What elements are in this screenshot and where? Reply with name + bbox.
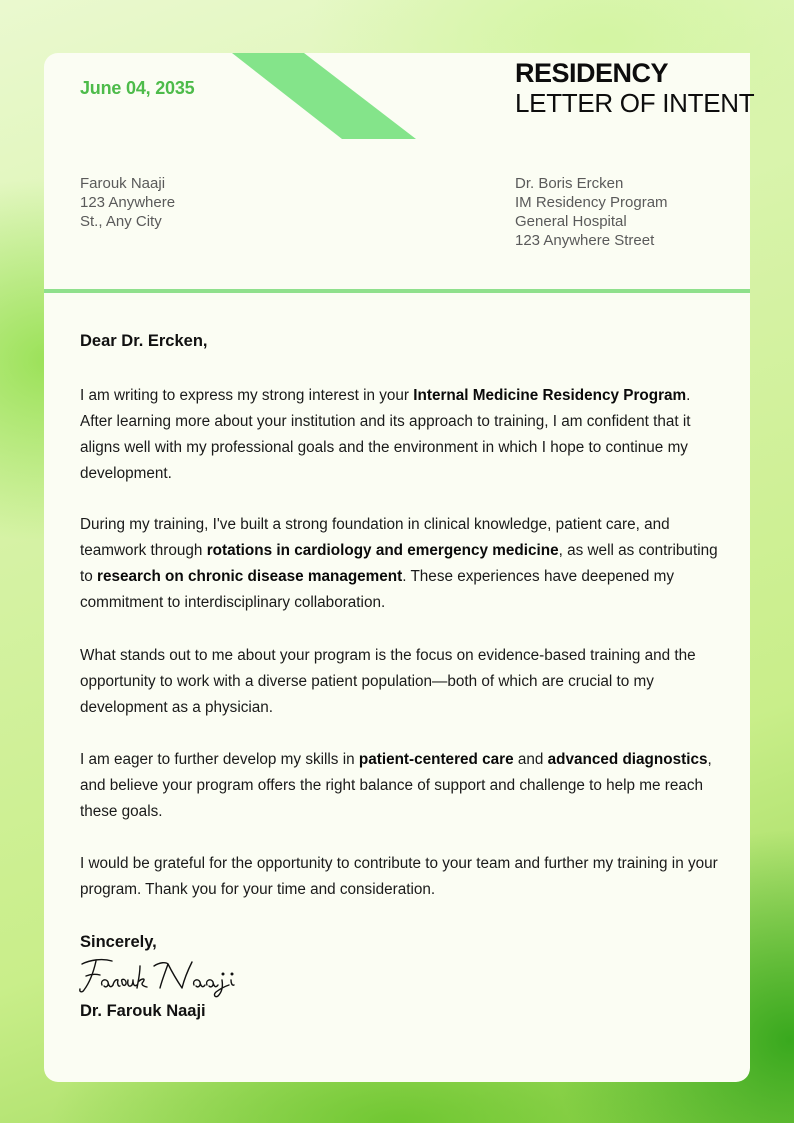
recipient-line: General Hospital	[515, 213, 627, 230]
sender-line: 123 Anywhere	[80, 194, 176, 211]
recipient-line: IM Residency Program	[515, 194, 668, 211]
paragraph-4: I am eager to further develop my skills in patient-centered care and advanced diagnostics, and believe your program offers the right balance of support and challenge to help me reach these goals.	[80, 751, 712, 820]
green-slant-decoration	[232, 53, 422, 139]
paragraph-2: During my training, I've built a strong foundation in clinical knowledge, patient care, and teamwork through rotations in cardiology and emergency medicine, as well as contributing to research on chronic disease management. These experiences have deepened my commitment to interdisciplinary collaboration.	[80, 516, 718, 611]
paragraph-5: I would be grateful for the opportunity to contribute to your team and further my training in your program. Thank you for your time and consideration.	[80, 855, 718, 898]
sender-line: St., Any City	[80, 213, 162, 230]
paragraph-3: What stands out to me about your program is the focus on evidence-based training and the opportunity to work with a diverse patient population—both of which are crucial to my development as a physician.	[80, 647, 696, 716]
letter-date: June 04, 2035	[80, 78, 195, 98]
recipient-name: Dr. Boris Ercken	[515, 175, 624, 192]
header-divider	[44, 289, 750, 293]
salutation: Dear Dr. Ercken,	[80, 332, 208, 350]
title-letter-of-intent: LETTER OF INTENT	[515, 88, 755, 118]
recipient-line: 123 Anywhere Street	[515, 232, 655, 249]
handwritten-signature	[76, 952, 256, 998]
signed-name: Dr. Farouk Naaji	[80, 1002, 206, 1020]
closing: Sincerely,	[80, 933, 157, 951]
sender-address	[80, 174, 175, 231]
sender-name: Farouk Naaji	[80, 175, 166, 192]
paragraph-1: I am writing to express my strong interest in your Internal Medicine Residency Program. After learning more about your institution and its approach to training, I am confident that it aligns well with my professional goals and the environment in which I hope to continue my development.	[80, 387, 691, 482]
title-residency: RESIDENCY	[515, 58, 669, 88]
recipient-address	[515, 174, 668, 250]
